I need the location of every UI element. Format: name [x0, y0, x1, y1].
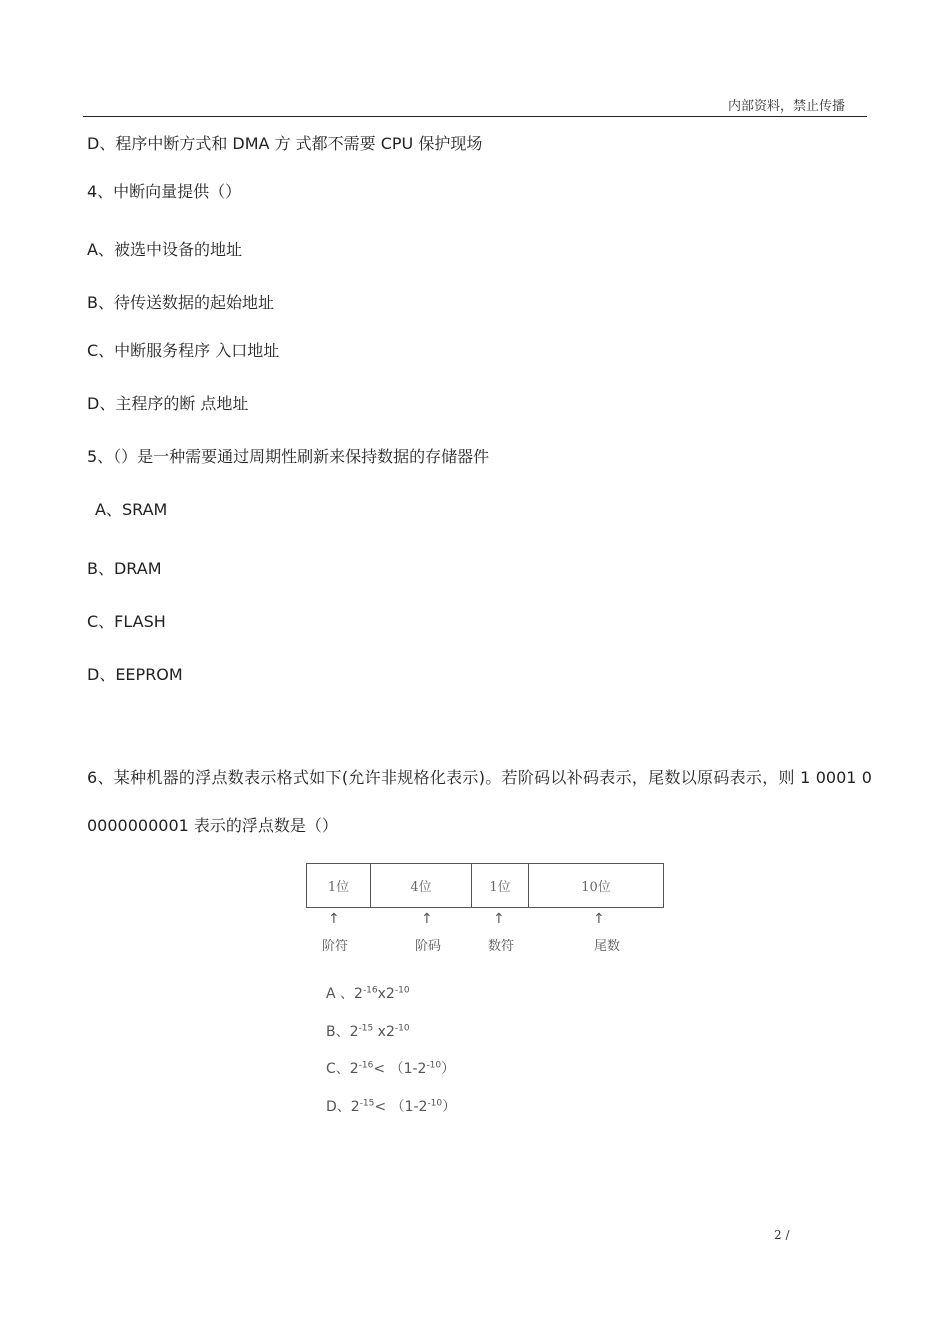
q5-option-a: A、SRAM — [95, 500, 168, 519]
q4-question: 4、中断向量提供（） — [87, 182, 242, 201]
label-exp-sign: 阶符 — [322, 939, 349, 954]
q5-question: 5、（）是一种需要通过周期性刷新来保持数据的存储器件 — [87, 447, 490, 466]
header-confidential: 内部资料，禁止传播 — [727, 99, 845, 114]
arrow-up-icon: ↑ — [328, 911, 340, 927]
cell-exp-sign: 1位 — [307, 864, 371, 907]
q6-option-d: D、$2^{-15}< (1-2^{-10})$ — [326, 1098, 457, 1115]
page-number: 2 / — [774, 1228, 790, 1242]
float-format-figure — [300, 855, 680, 1135]
q5-option-d: D、EEPROM — [87, 665, 183, 684]
arrow-up-icon: ↑ — [493, 911, 505, 927]
q6-option-b: B、$2^{-15}$ $x2^{-10}$ — [326, 1023, 410, 1040]
q6-option-a: A 、$2^{-16}x2^{-10}$ — [326, 985, 410, 1002]
q6-option-c: C、$2^{-16}< (1-2^{-10})$ — [326, 1060, 456, 1077]
header-rule — [83, 116, 867, 117]
q4-option-a: A、被选中设备的地址 — [87, 240, 242, 259]
label-mantissa: 尾数 — [594, 939, 621, 954]
label-exponent: 阶码 — [415, 939, 442, 954]
cell-exponent: 4位 — [371, 864, 472, 907]
format-table — [306, 863, 664, 908]
arrow-up-icon: ↑ — [421, 911, 433, 927]
cell-sign: 1位 — [472, 864, 529, 907]
q5-option-b: B、DRAM — [87, 559, 162, 578]
q4-option-d: D、主程序的断 点地址 — [87, 394, 249, 413]
cell-mantissa: 10位 — [581, 880, 611, 895]
arrow-up-icon: ↑ — [593, 911, 605, 927]
q4-option-b: B、待传送数据的起始地址 — [87, 293, 274, 312]
q4-option-c: C、中断服务程序 入口地址 — [87, 341, 280, 360]
q3-option-d: D、程序中断方式和 DMA 方 式都不需要 CPU 保护现场 — [87, 134, 483, 153]
q6-question: 6、某种机器的浮点数表示格式如下(允许非规格化表示)。若阶码以补码表示，尾数以原码表示，则 1 0001 0 0000000001 表示的浮点数是（） — [87, 768, 872, 835]
q5-option-c: C、FLASH — [87, 612, 166, 631]
label-sign: 数符 — [488, 939, 515, 954]
